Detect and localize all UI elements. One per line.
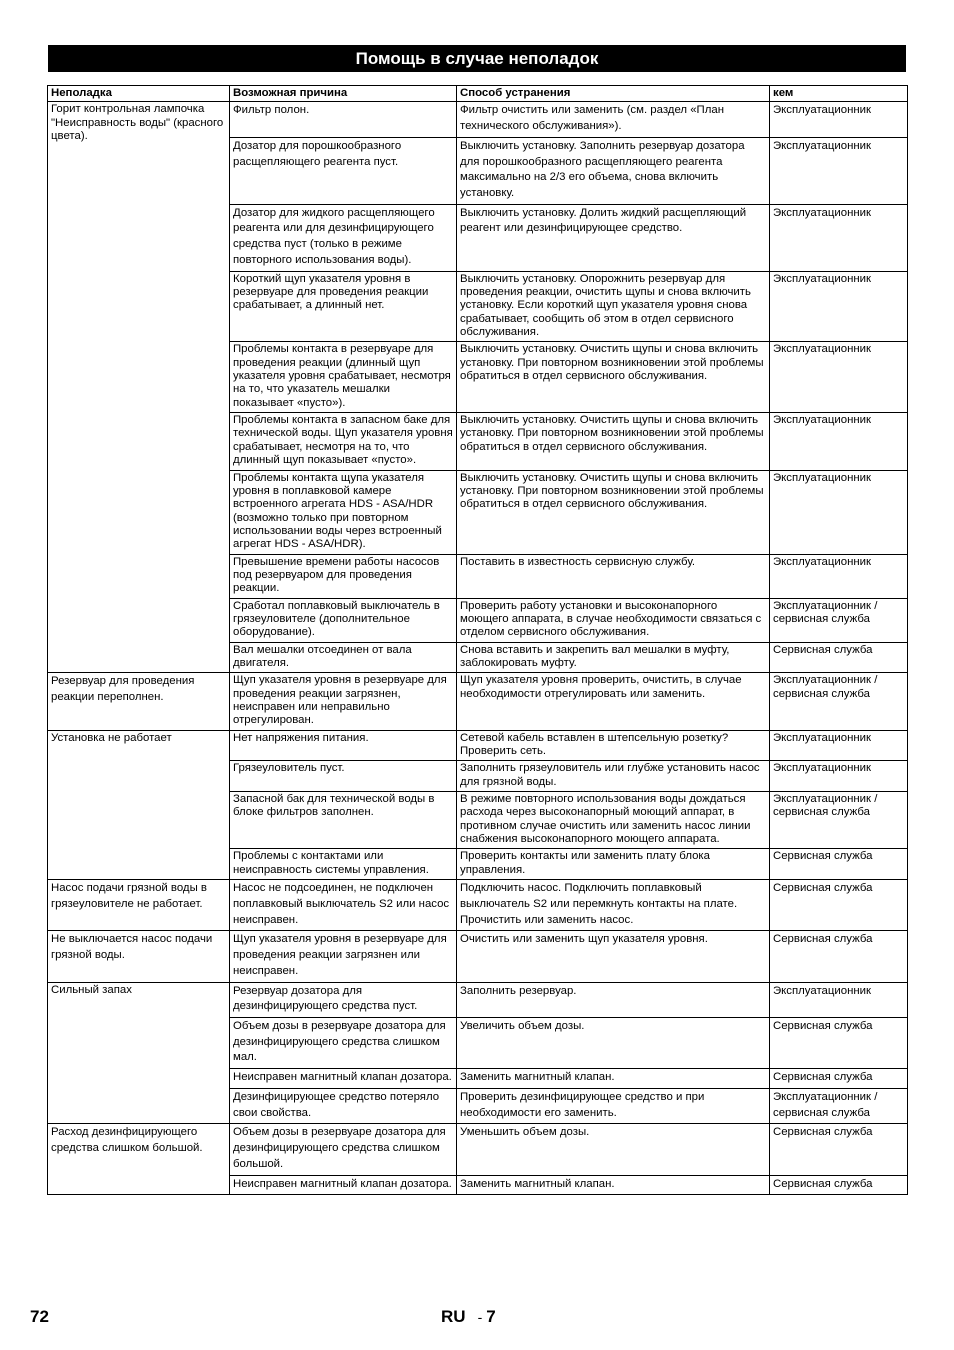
responsible-cell: Сервисная служба: [770, 880, 908, 931]
cause-cell: Щуп указателя уровня в резервуаре для проведения реакции загрязнен, неисправен или неправильно отрегулирован.: [230, 673, 457, 730]
cause-cell: Неисправен магнитный клапан дозатора.: [230, 1175, 457, 1195]
table-row: [48, 102, 908, 137]
cause-cell: Неисправен магнитный клапан дозатора.: [230, 1069, 457, 1089]
remedy-cell: Выключить установку. Очистить щупы и снова включить установку. При повторном возникновении этой проблемы обратиться в отдел сервисного обслуживания.: [457, 413, 770, 470]
responsible-cell: Эксплуатационник: [770, 204, 908, 271]
cause-cell: Объем дозы в резервуаре дозатора для дезинфицирующего средства слишком большой.: [230, 1124, 457, 1175]
remedy-cell: Заполнить грязеуловитель или глубже установить насос для грязной воды.: [457, 761, 770, 792]
fault-cell: Резервуар для проведения реакции переполнен.: [48, 673, 230, 730]
cause-cell: Нет напряжения питания.: [230, 730, 457, 761]
table-row: [48, 880, 908, 931]
cause-cell: Дозатор для жидкого расщепляющего реагента или для дезинфицирующего средства пуст (только в режиме повторного использования воды).: [230, 204, 457, 271]
responsible-cell: Сервисная служба: [770, 931, 908, 982]
fault-cell: Горит контрольная лампочка "Неисправность воды" (красного цвета).: [48, 102, 230, 673]
cause-cell: Резервуар дозатора для дезинфицирующего средства пуст.: [230, 982, 457, 1017]
responsible-cell: Сервисная служба: [770, 1175, 908, 1195]
cause-cell: Дезинфицирующее средство потеряло свои свойства.: [230, 1088, 457, 1123]
column-header-remedy: Способ устранения: [457, 86, 770, 102]
cause-cell: Короткий щуп указателя уровня в резервуаре для проведения реакции срабатывает, а длинный нет.: [230, 271, 457, 342]
fault-cell: Установка не работает: [48, 730, 230, 879]
cause-cell: Щуп указателя уровня в резервуаре для проведения реакции загрязнен или неисправен.: [230, 931, 457, 982]
table-row: [48, 982, 908, 1017]
responsible-cell: Эксплуатационник / сервисная служба: [770, 598, 908, 642]
remedy-cell: Заменить магнитный клапан.: [457, 1175, 770, 1195]
cause-cell: Дозатор для порошкообразного расщепляющего реагента пуст.: [230, 137, 457, 204]
remedy-cell: Выключить установку. Заполнить резервуар дозатора для порошкообразного расщепляющего реагента максимально на 2/3 его объема, снова включить установку.: [457, 137, 770, 204]
responsible-cell: Эксплуатационник: [770, 271, 908, 342]
fault-cell: Сильный запах: [48, 982, 230, 1124]
responsible-cell: Эксплуатационник: [770, 102, 908, 137]
remedy-cell: В режиме повторного использования воды дождаться расхода через высоконапорный моющий аппарат, в противном случае очистить или заменить насос линии снабжения высоконапорного моющего аппарата.: [457, 792, 770, 849]
fault-cell: Расход дезинфицирующего средства слишком большой.: [48, 1124, 230, 1195]
responsible-cell: Эксплуатационник: [770, 470, 908, 554]
column-header-cause: Возможная причина: [230, 86, 457, 102]
remedy-cell: Выключить установку. Долить жидкий расщепляющий реагент или дезинфицирующее средство.: [457, 204, 770, 271]
responsible-cell: Эксплуатационник: [770, 730, 908, 761]
table-row: [48, 931, 908, 982]
remedy-cell: Проверить контакты или заменить плату блока управления.: [457, 849, 770, 880]
remedy-cell: Щуп указателя уровня проверить, очистить, в случае необходимости отрегулировать или заменить.: [457, 673, 770, 730]
table-header-row: [48, 86, 908, 102]
remedy-cell: Очистить или заменить щуп указателя уровня.: [457, 931, 770, 982]
remedy-cell: Выключить установку. Очистить щупы и снова включить установку. При повторном возникновении этой проблемы обратиться в отдел сервисного обслуживания.: [457, 470, 770, 554]
responsible-cell: Сервисная служба: [770, 1124, 908, 1175]
remedy-cell: Выключить установку. Очистить щупы и снова включить установку. При повторном возникновении этой проблемы обратиться в отдел сервисного обслуживания.: [457, 342, 770, 413]
cause-cell: Грязеуловитель пуст.: [230, 761, 457, 792]
remedy-cell: Подключить насос. Подключить поплавковый выключатель S2 или перемкнуть контакты на плате. Прочистить или заменить насос.: [457, 880, 770, 931]
responsible-cell: Сервисная служба: [770, 849, 908, 880]
remedy-cell: Поставить в известность сервисную службу.: [457, 554, 770, 598]
responsible-cell: Сервисная служба: [770, 642, 908, 673]
remedy-cell: Заполнить резервуар.: [457, 982, 770, 1017]
table-row: [48, 673, 908, 730]
responsible-cell: Эксплуатационник: [770, 554, 908, 598]
page-title: Помощь в случае неполадок: [48, 45, 906, 72]
footer-separator: -: [477, 1309, 483, 1325]
page-number: 72: [30, 1307, 49, 1326]
column-header-fault: Неполадка: [48, 86, 230, 102]
table-row: [48, 730, 908, 761]
responsible-cell: Эксплуатационник / сервисная служба: [770, 673, 908, 730]
responsible-cell: Сервисная служба: [770, 1018, 908, 1069]
cause-cell: Насос не подсоединен, не подключен поплавковый выключатель S2 или насос неисправен.: [230, 880, 457, 931]
remedy-cell: Выключить установку. Опорожнить резервуар для проведения реакции, очистить щупы и снова включить установку. Если короткий щуп указателя уровня снова срабатывает, сообщить об этом в отдел сервисного обслуживания.: [457, 271, 770, 342]
page-footer-label: [441, 1307, 496, 1327]
cause-cell: Фильтр полон.: [230, 102, 457, 137]
remedy-cell: Проверить дезинфицирующее средство и при необходимости его заменить.: [457, 1088, 770, 1123]
section-page-number: 7: [486, 1307, 496, 1326]
remedy-cell: Фильтр очистить или заменить (см. раздел «План технического обслуживания»).: [457, 102, 770, 137]
responsible-cell: Эксплуатационник: [770, 982, 908, 1017]
cause-cell: Превышение времени работы насосов под резервуаром для проведения реакции.: [230, 554, 457, 598]
cause-cell: Проблемы с контактами или неисправность системы управления.: [230, 849, 457, 880]
column-header-by: кем: [770, 86, 908, 102]
cause-cell: Запасной бак для технической воды в блоке фильтров заполнен.: [230, 792, 457, 849]
remedy-cell: Снова вставить и закрепить вал мешалки в муфту, заблокировать муфту.: [457, 642, 770, 673]
remedy-cell: Сетевой кабель вставлен в штепсельную розетку? Проверить сеть.: [457, 730, 770, 761]
responsible-cell: Эксплуатационник: [770, 342, 908, 413]
fault-cell: Насос подачи грязной воды в грязеуловителе не работает.: [48, 880, 230, 931]
remedy-cell: Проверить работу установки и высоконапорного моющего аппарата, в случае необходимости связаться с отделом сервисного обслуживания.: [457, 598, 770, 642]
responsible-cell: Эксплуатационник: [770, 761, 908, 792]
fault-cell: Не выключается насос подачи грязной воды.: [48, 931, 230, 982]
remedy-cell: Увеличить объем дозы.: [457, 1018, 770, 1069]
remedy-cell: Заменить магнитный клапан.: [457, 1069, 770, 1089]
cause-cell: Проблемы контакта щупа указателя уровня в поплавковой камере встроенного агрегата HDS - ASA/HDR (возможно только при повторном использовании воды через встроенный агрегат HDS - ASA/HDR).: [230, 470, 457, 554]
responsible-cell: Сервисная служба: [770, 1069, 908, 1089]
cause-cell: Вал мешалки отсоединен от вала двигателя.: [230, 642, 457, 673]
responsible-cell: Эксплуатационник: [770, 413, 908, 470]
remedy-cell: Уменьшить объем дозы.: [457, 1124, 770, 1175]
cause-cell: Объем дозы в резервуаре дозатора для дезинфицирующего средства слишком мал.: [230, 1018, 457, 1069]
cause-cell: Проблемы контакта в резервуаре для проведения реакции (длинный щуп указателя уровня срабатывает, несмотря на то, что указатель мешалки показывает «пусто»).: [230, 342, 457, 413]
responsible-cell: Эксплуатационник / сервисная служба: [770, 792, 908, 849]
responsible-cell: Эксплуатационник: [770, 137, 908, 204]
table-row: [48, 1124, 908, 1175]
cause-cell: Проблемы контакта в запасном баке для технической воды. Щуп указателя уровня срабатывает, несмотря на то, что длинный щуп показывает «пусто».: [230, 413, 457, 470]
troubleshooting-table: [47, 85, 908, 1195]
responsible-cell: Эксплуатационник / сервисная служба: [770, 1088, 908, 1123]
cause-cell: Сработал поплавковый выключатель в грязеуловителе (дополнительное оборудование).: [230, 598, 457, 642]
language-code: RU: [441, 1307, 466, 1326]
